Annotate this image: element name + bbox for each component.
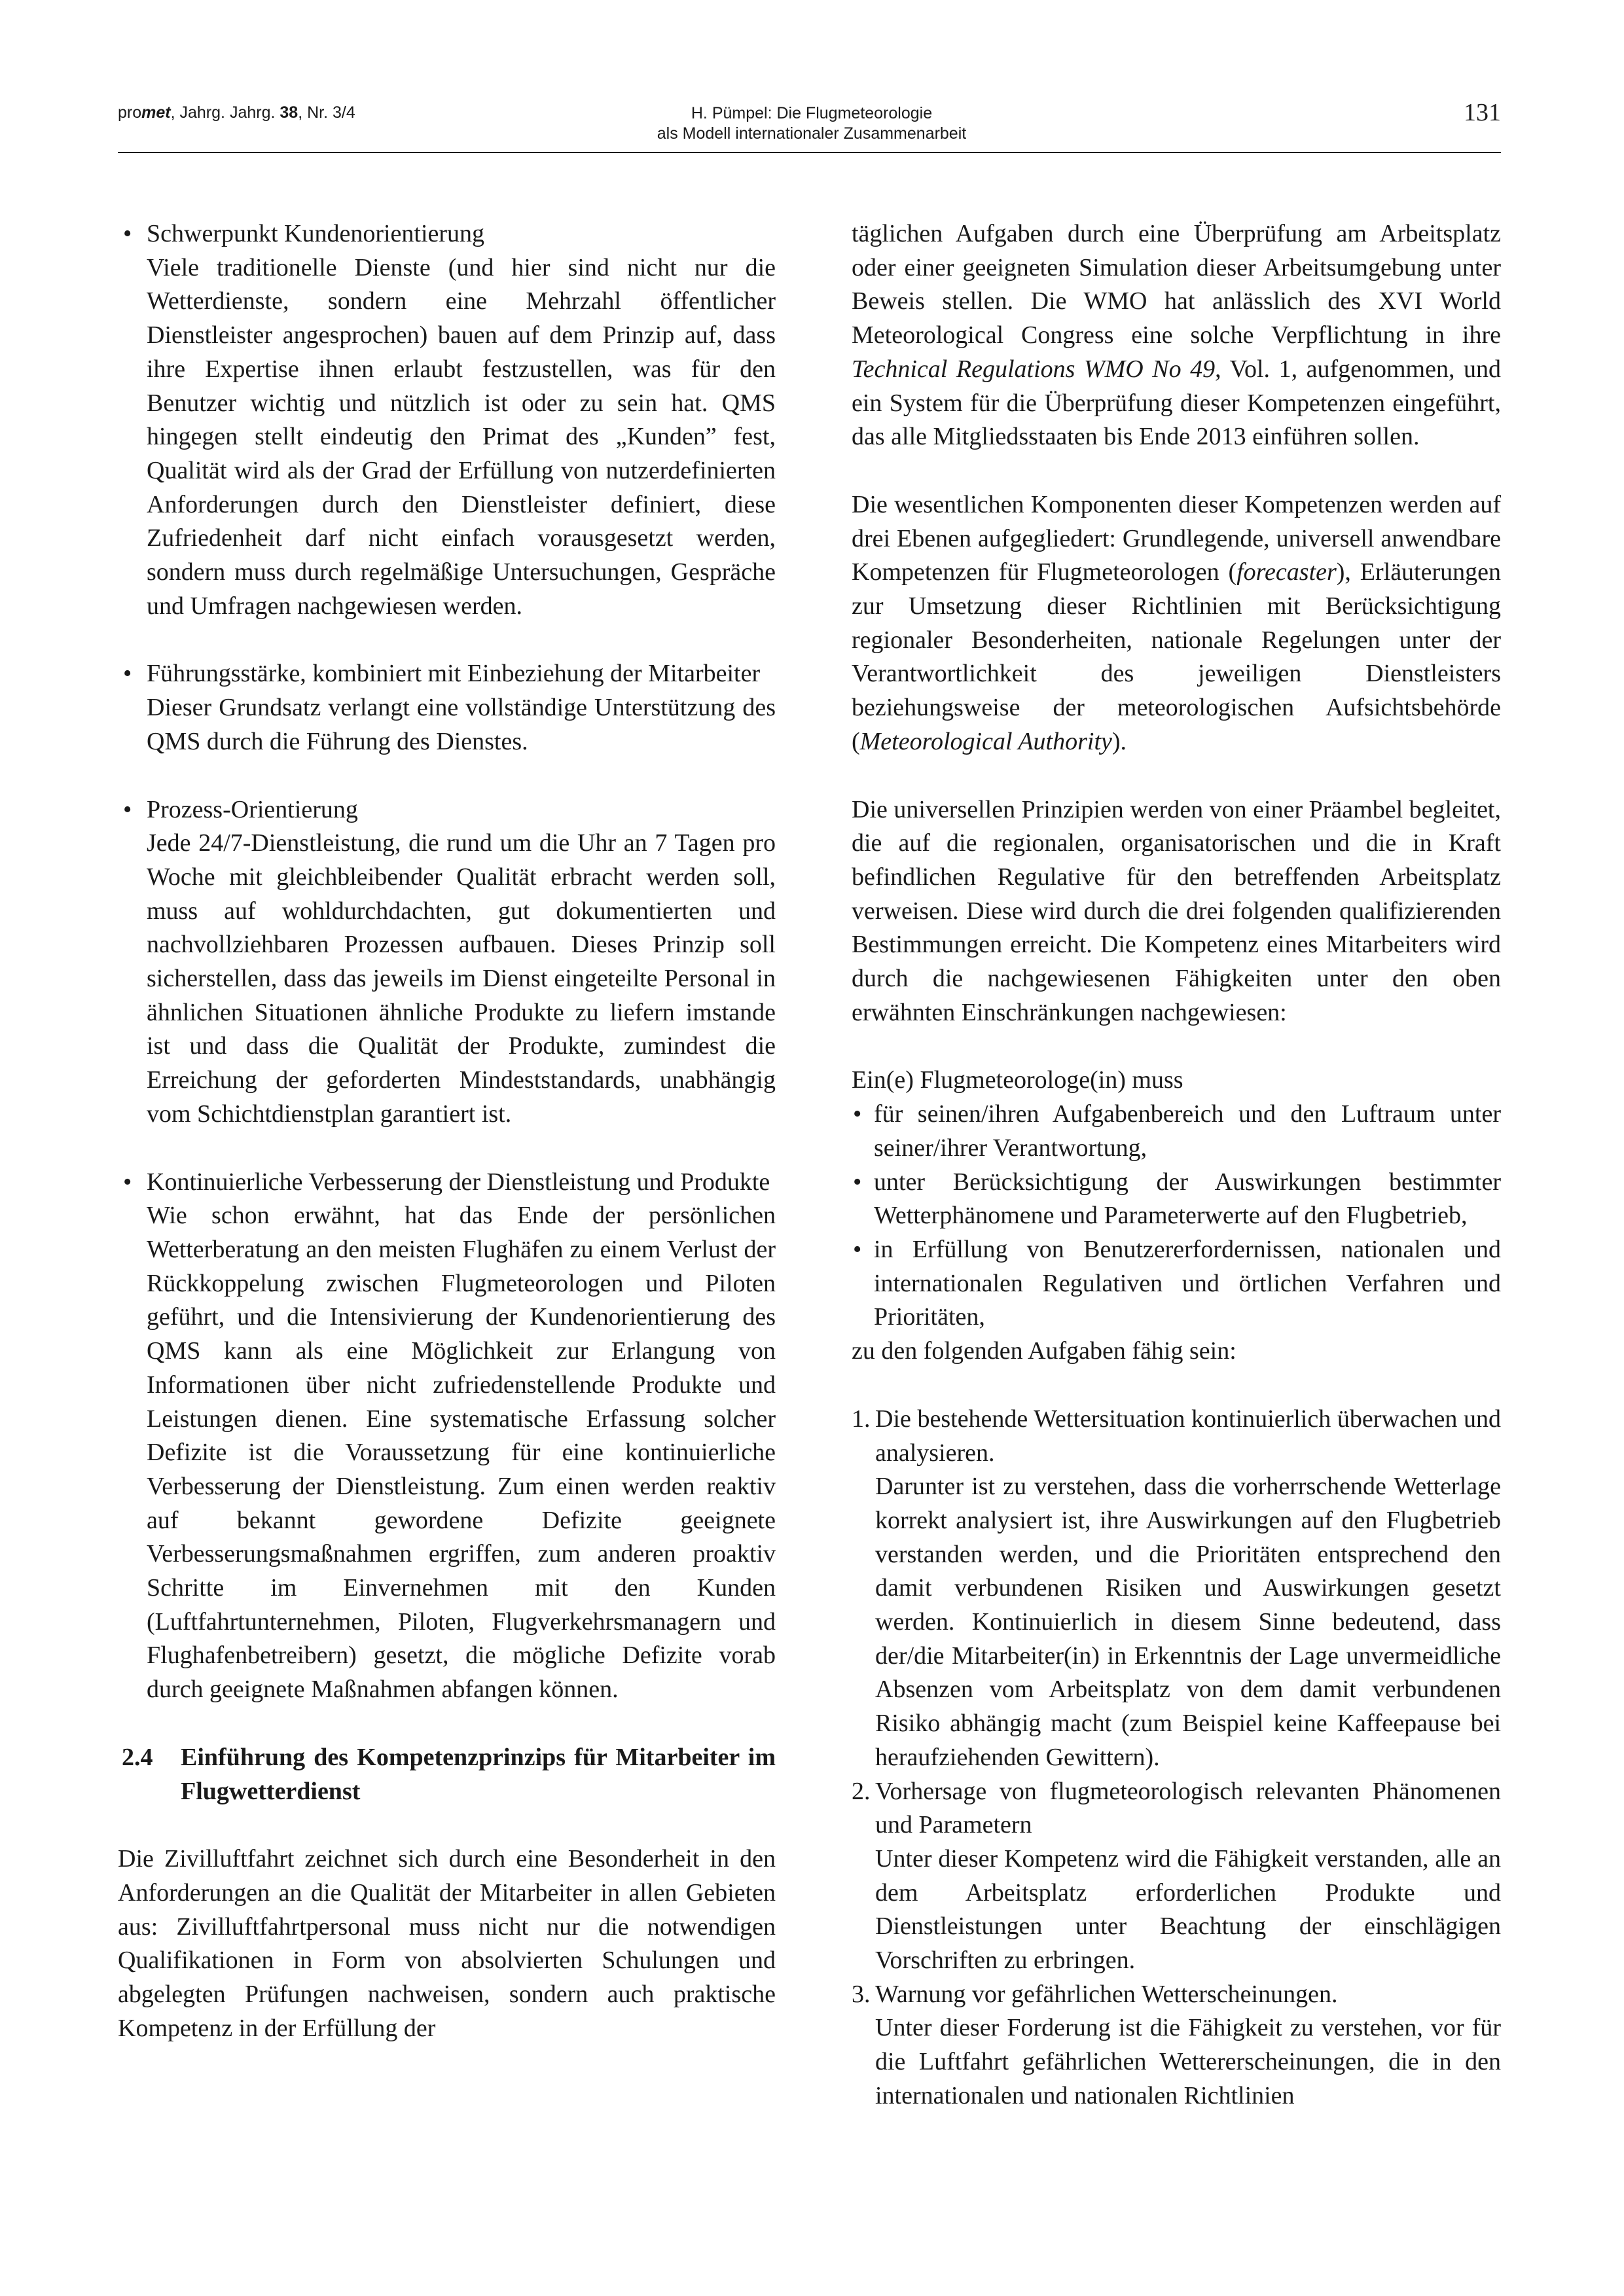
list-item (852, 1166, 1501, 1233)
section-title: Einführung des Kompetenzprinzips für Mitarbeiter im Flugwetterdienst (181, 1743, 776, 1805)
bullet-customer-orientation (118, 217, 776, 623)
paragraph-components (852, 488, 1501, 759)
journal-volume: 38 (280, 103, 298, 122)
section-heading (118, 1741, 776, 1808)
journal-name-pre: pro (118, 103, 142, 122)
text-run: , Vol. 1, aufgenommen, und ein System für die Überprüfung dieser Kompetenzen eingeführt, das alle Mitgliedsstaaten bis Ende 2013 einführen sollen. (852, 355, 1501, 451)
header-divider (118, 152, 1501, 153)
list-item-text: • unter Berücksichtigung der Auswirkungen bestimmter Wetterphänomene und Parameterwerte auf den Flugbetrieb, (874, 1168, 1501, 1230)
bullet-heading: • Prozess-Orientierung (147, 795, 358, 823)
bullet-body: Dieser Grundsatz verlangt eine vollständige Unterstützung des QMS durch die Führung des Dienstes. (147, 694, 776, 755)
right-column (852, 217, 1501, 2113)
term-authority: Meteorological Authority (859, 727, 1112, 755)
running-title-line1: H. Pümpel: Die Flugmeteorologie (691, 104, 933, 122)
item-body: Unter dieser Kompetenz wird die Fähigkeit verstanden, alle an dem Arbeitsplatz erforderlichen Produkte und Dienstleistungen unter Beachtung der einschlägigen Vorschriften zu erbringen. (875, 1844, 1501, 1975)
bullet-body: Jede 24/7-Dienstleistung, die rund um die Uhr an 7 Tagen pro Woche mit gleichbleibender Qualität erbracht werden soll, muss auf wohldurchdachten, gut dokumentierten und nachvollziehbaren Prozessen aufbauen. Dieses Prinzip soll sicherstellen, dass das jeweils im Dienst eingeteilte Personal in ähnlichen Situationen ähnliche Produkte zu liefern imstande ist und dass die Qualität der Produkte, zumindest die Erreichung der geforderten Mindeststandards, unabhängig vom Schichtdienstplan garantiert ist. (147, 829, 776, 1128)
item-title: Die bestehende Wettersituation kontinuierlich überwachen und analysieren. (875, 1405, 1501, 1467)
issue-label: , Nr. (298, 103, 333, 122)
item-title: Warnung vor gefährlichen Wetterscheinungen. (875, 1980, 1338, 2008)
text-run: täglichen Aufgaben durch eine Überprüfung am Arbeitsplatz oder einer geeigneten Simulation dieser Arbeitsumgebung unter Beweis stellen. Die WMO hat anlässlich des XVI World Meteorological Congress eine solche Verpflichtung in ihre (852, 220, 1501, 350)
journal-name-bold: met (141, 103, 171, 122)
text-run: Die wesentlichen Komponenten dieser Kompetenzen werden auf drei Ebenen aufgegliedert: Grundlegende, universell anwendbare Kompetenzen für Flugmeteorologen ( (852, 490, 1501, 586)
journal-year: , Jahrg. (170, 103, 230, 122)
section-number: 2.4 (122, 1743, 153, 1771)
running-title (563, 103, 1060, 144)
item-number: 1. (852, 1405, 871, 1433)
list-intro: Ein(e) Flugmeteorologe(in) muss (852, 1066, 1183, 1094)
bullet-body: Viele traditionelle Dienste (und hier sind nicht nur die Wetterdienste, sondern eine Mehrzahl öffentlicher Dienstleister angesprochen) bauen auf dem Prinzip auf, dass ihre Expertise ihnen erlaubt festzustellen, was für den Benutzer wichtig und nützlich ist oder zu sein hat. QMS hingegen stellt eindeutig den Primat des „Kunden” fest, Qualität wird als der Grad der Erfüllung von nutzerdefinierten Anforderungen durch den Dienstleister definiert, diese Zufriedenheit darf nicht einfach vorausgesetzt werden, sondern muss durch regelmäßige Untersuchungen, Gespräche und Umfragen nachgewiesen werden. (147, 253, 776, 620)
section-paragraph: Die Zivilluftfahrt zeichnet sich durch eine Besonderheit in den Anforderungen an die Qualität der Mitarbeiter in allen Gebieten aus: Zivilluftfahrtpersonal muss nicht nur die notwendigen Qualifikationen in Form von absolvierten Schulungen und abgelegten Prüfungen nachweisen, sondern auch praktische Kompetenz in der Erfüllung der (118, 1845, 776, 2042)
item-body: Unter dieser Forderung ist die Fähigkeit zu verstehen, vor für die Luftfahrt gefährlichen Wettererscheinungen, die in den internationalen und nationalen Richtlinien (875, 2014, 1501, 2109)
running-title-line2: als Modell internationaler Zusammenarbeit (657, 124, 967, 143)
text-run: ). (1111, 727, 1127, 755)
paragraph-principles: Die universellen Prinzipien werden von einer Präambel begleitet, die auf die regionalen, organisatorischen und die in Kraft befindlichen Regulative für den betreffenden Arbeitsplatz verweisen. Diese wird durch die drei folgenden qualifizierenden Bestimmungen erreicht. Die Kompetenz eines Mitarbeiters wird durch die nachgewiesenen Fähigkeiten unter den oben erwähnten Einschränkungen nachgewiesen: (852, 795, 1501, 1026)
list-item (852, 1233, 1501, 1335)
bullet-process-orientation (118, 793, 776, 1132)
item-number: 2. (852, 1777, 871, 1805)
numbered-item (852, 1403, 1501, 1775)
bullet-heading: • Kontinuierliche Verbesserung der Dienstleistung und Produkte (147, 1168, 770, 1196)
bullet-heading: • Führungsstärke, kombiniert mit Einbeziehung der Mitarbeiter (147, 660, 761, 688)
journal-reference: promet, Jahrg. Jahrg. 38, Nr. 3/4 (118, 103, 355, 122)
paragraph-wmo (852, 217, 1501, 454)
list-item-text: • in Erfüllung von Benutzererfordernissen, nationalen und internationalen Regulativen und örtlichen Verfahren und Prioritäten, (874, 1235, 1501, 1331)
left-column (118, 217, 776, 2045)
item-number: 3. (852, 1980, 871, 2008)
list-item (852, 1098, 1501, 1165)
bullet-body: Wie schon erwähnt, hat das Ende der persönlichen Wetterberatung an den meisten Flughäfen zu einem Verlust der Rückkoppelung zwischen Flugmeteorologen und Piloten geführt, und die Intensivierung der Kundenorientierung des QMS kann als eine Möglichkeit zur Erlangung von Informationen über nicht zufriedenstellende Produkte und Leistungen dienen. Eine systematische Erfassung solcher Defizite ist die Voraussetzung für eine kontinuierliche Verbesserung der Dienstleistung. Zum einen werden reaktiv auf bekannt gewordene Defizite geeignete Verbesserungsmaßnahmen ergriffen, zum anderen proaktiv Schritte im Einvernehmen mit den Kunden (Luftfahrtunternehmen, Piloten, Flugverkehrsmanagern und Flughafenbetreibern) gesetzt, die mögliche Defizite vorab durch geeignete Maßnahmen abfangen können. (147, 1202, 776, 1704)
bullet-leadership (118, 657, 776, 759)
item-title: Vorhersage von flugmeteorologisch relevanten Phänomenen und Parametern (875, 1777, 1501, 1839)
text-run: ), Erläuterungen zur Umsetzung dieser Richtlinien mit Berücksichtigung regionaler Besonderheiten, nationale Regelungen unter der Verantwortlichkeit des jeweiligen Dienstleisters beziehungsweise der meteorologischen Aufsichtsbehörde ( (852, 558, 1502, 755)
numbered-item (852, 1978, 1501, 2113)
list-item-text: • für seinen/ihren Aufgabenbereich und den Luftraum unter seiner/ihrer Verantwortung, (874, 1100, 1501, 1162)
journal-issue: 3/4 (332, 103, 355, 122)
numbered-item (852, 1775, 1501, 1978)
page-number: 131 (1464, 99, 1501, 126)
list-outro: zu den folgenden Aufgaben fähig sein: (852, 1337, 1236, 1365)
regulation-title: Technical Regulations WMO No 49 (852, 355, 1216, 383)
term-forecaster: forecaster (1236, 558, 1337, 586)
bullet-heading: • Schwerpunkt Kundenorientierung (147, 220, 485, 247)
item-body: Darunter ist zu verstehen, dass die vorherrschende Wetterlage korrekt analysiert ist, ihre Auswirkungen auf den Flugbetrieb verstanden werden, und die Prioritäten entsprechend den damit verbundenen Risiken und Auswirkungen gesetzt werden. Kontinuierlich in diesem Sinne bedeutend, dass der/die Mitarbeiter(in) in Erkenntnis der Lage unvermeidliche Absenzen vom Arbeitsplatz von dem damit verbundenen Risiko abhängig macht (zum Beispiel keine Kaffeepause bei heraufziehenden Gewittern). (875, 1473, 1501, 1771)
bullet-continuous-improvement (118, 1166, 776, 1707)
